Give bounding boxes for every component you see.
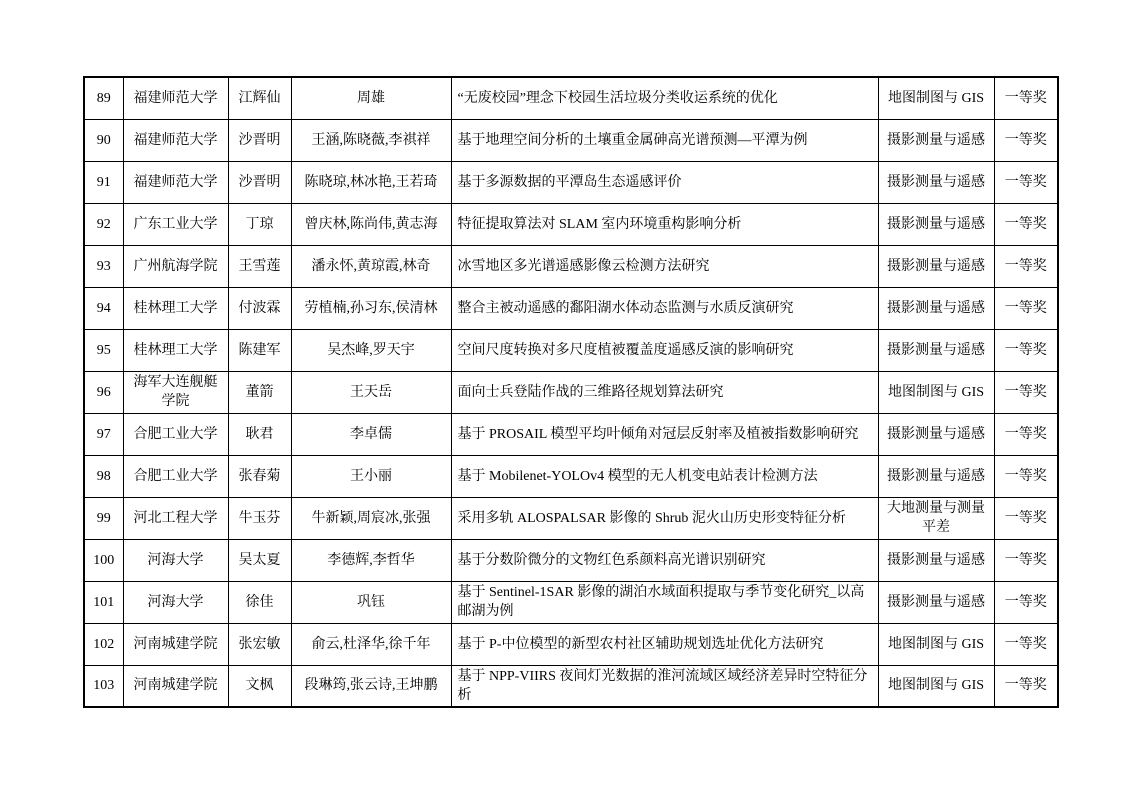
cell-advisor: 张宏敏 <box>228 623 291 665</box>
cell-advisor: 张春菊 <box>228 455 291 497</box>
cell-university: 河海大学 <box>123 581 228 623</box>
table-row <box>84 665 1058 707</box>
table-row <box>84 161 1058 203</box>
table-row <box>84 497 1058 539</box>
cell-category: 摄影测量与遥感 <box>878 119 994 161</box>
cell-no: 102 <box>84 623 123 665</box>
cell-university: 福建师范大学 <box>123 119 228 161</box>
cell-no: 93 <box>84 245 123 287</box>
cell-title: 基于 NPP-VIIRS 夜间灯光数据的淮河流域区域经济差异时空特征分析 <box>451 665 878 707</box>
cell-award: 一等奖 <box>994 665 1058 707</box>
cell-students: 王小丽 <box>291 455 451 497</box>
cell-students: 潘永怀,黄琼霞,林奇 <box>291 245 451 287</box>
cell-category: 摄影测量与遥感 <box>878 329 994 371</box>
cell-no: 90 <box>84 119 123 161</box>
cell-advisor: 江辉仙 <box>228 77 291 119</box>
cell-advisor: 文枫 <box>228 665 291 707</box>
cell-advisor: 付波霖 <box>228 287 291 329</box>
cell-students: 巩钰 <box>291 581 451 623</box>
cell-no: 103 <box>84 665 123 707</box>
cell-category: 摄影测量与遥感 <box>878 455 994 497</box>
cell-award: 一等奖 <box>994 497 1058 539</box>
cell-no: 96 <box>84 371 123 413</box>
cell-no: 92 <box>84 203 123 245</box>
cell-award: 一等奖 <box>994 371 1058 413</box>
cell-students: 牛新颖,周宸冰,张强 <box>291 497 451 539</box>
table-row <box>84 203 1058 245</box>
cell-category: 大地测量与测量平差 <box>878 497 994 539</box>
cell-advisor: 耿君 <box>228 413 291 455</box>
cell-title: 基于 P-中位模型的新型农村社区辅助规划选址优化方法研究 <box>451 623 878 665</box>
cell-advisor: 王雪莲 <box>228 245 291 287</box>
cell-students: 周雄 <box>291 77 451 119</box>
cell-award: 一等奖 <box>994 203 1058 245</box>
cell-no: 98 <box>84 455 123 497</box>
cell-title: 冰雪地区多光谱遥感影像云检测方法研究 <box>451 245 878 287</box>
cell-title: 空间尺度转换对多尺度植被覆盖度遥感反演的影响研究 <box>451 329 878 371</box>
cell-award: 一等奖 <box>994 539 1058 581</box>
table-row <box>84 371 1058 413</box>
cell-no: 100 <box>84 539 123 581</box>
cell-award: 一等奖 <box>994 329 1058 371</box>
cell-title: 基于分数阶微分的文物红色系颜料高光谱识别研究 <box>451 539 878 581</box>
cell-title: 面向士兵登陆作战的三维路径规划算法研究 <box>451 371 878 413</box>
awards-table <box>83 76 1059 708</box>
cell-students: 吴杰峰,罗天宇 <box>291 329 451 371</box>
cell-university: 广州航海学院 <box>123 245 228 287</box>
cell-students: 李德辉,李哲华 <box>291 539 451 581</box>
awards-table-body <box>84 77 1058 707</box>
cell-students: 曾庆林,陈尚伟,黄志海 <box>291 203 451 245</box>
table-row <box>84 287 1058 329</box>
cell-award: 一等奖 <box>994 161 1058 203</box>
cell-category: 地图制图与 GIS <box>878 77 994 119</box>
table-row <box>84 119 1058 161</box>
cell-no: 89 <box>84 77 123 119</box>
cell-award: 一等奖 <box>994 119 1058 161</box>
table-row <box>84 455 1058 497</box>
cell-category: 摄影测量与遥感 <box>878 413 994 455</box>
cell-university: 桂林理工大学 <box>123 287 228 329</box>
cell-no: 95 <box>84 329 123 371</box>
cell-title: 采用多轨 ALOSPALSAR 影像的 Shrub 泥火山历史形变特征分析 <box>451 497 878 539</box>
table-row <box>84 413 1058 455</box>
cell-advisor: 陈建军 <box>228 329 291 371</box>
cell-title: 基于 Sentinel-1SAR 影像的湖泊水域面积提取与季节变化研究_以高邮湖为例 <box>451 581 878 623</box>
cell-university: 河南城建学院 <box>123 665 228 707</box>
cell-university: 河北工程大学 <box>123 497 228 539</box>
cell-no: 101 <box>84 581 123 623</box>
cell-title: 整合主被动遥感的鄱阳湖水体动态监测与水质反演研究 <box>451 287 878 329</box>
cell-university: 河海大学 <box>123 539 228 581</box>
cell-advisor: 沙晋明 <box>228 161 291 203</box>
cell-students: 劳植楠,孙习东,侯清林 <box>291 287 451 329</box>
table-row <box>84 77 1058 119</box>
cell-students: 王天岳 <box>291 371 451 413</box>
cell-no: 94 <box>84 287 123 329</box>
cell-no: 99 <box>84 497 123 539</box>
cell-title: 基于 Mobilenet-YOLOv4 模型的无人机变电站表计检测方法 <box>451 455 878 497</box>
cell-category: 摄影测量与遥感 <box>878 245 994 287</box>
cell-award: 一等奖 <box>994 623 1058 665</box>
cell-students: 陈晓琼,林冰艳,王若琦 <box>291 161 451 203</box>
cell-category: 地图制图与 GIS <box>878 665 994 707</box>
cell-category: 摄影测量与遥感 <box>878 581 994 623</box>
cell-category: 摄影测量与遥感 <box>878 287 994 329</box>
cell-students: 李卓儒 <box>291 413 451 455</box>
cell-title: 基于地理空间分析的土壤重金属砷高光谱预测—平潭为例 <box>451 119 878 161</box>
cell-award: 一等奖 <box>994 413 1058 455</box>
cell-category: 地图制图与 GIS <box>878 371 994 413</box>
cell-advisor: 牛玉芬 <box>228 497 291 539</box>
table-row <box>84 581 1058 623</box>
cell-university: 合肥工业大学 <box>123 413 228 455</box>
cell-university: 广东工业大学 <box>123 203 228 245</box>
cell-title: 特征提取算法对 SLAM 室内环境重构影响分析 <box>451 203 878 245</box>
table-row <box>84 623 1058 665</box>
cell-award: 一等奖 <box>994 455 1058 497</box>
cell-advisor: 董箭 <box>228 371 291 413</box>
cell-category: 摄影测量与遥感 <box>878 539 994 581</box>
cell-university: 河南城建学院 <box>123 623 228 665</box>
table-row <box>84 539 1058 581</box>
cell-university: 海军大连舰艇学院 <box>123 371 228 413</box>
cell-award: 一等奖 <box>994 581 1058 623</box>
cell-advisor: 丁琼 <box>228 203 291 245</box>
cell-university: 福建师范大学 <box>123 77 228 119</box>
cell-no: 97 <box>84 413 123 455</box>
table-row <box>84 329 1058 371</box>
cell-advisor: 沙晋明 <box>228 119 291 161</box>
cell-no: 91 <box>84 161 123 203</box>
cell-students: 王涵,陈晓薇,李祺祥 <box>291 119 451 161</box>
cell-award: 一等奖 <box>994 245 1058 287</box>
cell-advisor: 吴太夏 <box>228 539 291 581</box>
cell-students: 俞云,杜泽华,徐千年 <box>291 623 451 665</box>
cell-students: 段琳筠,张云诗,王坤鹏 <box>291 665 451 707</box>
cell-award: 一等奖 <box>994 77 1058 119</box>
cell-university: 合肥工业大学 <box>123 455 228 497</box>
cell-university: 福建师范大学 <box>123 161 228 203</box>
cell-title: “无废校园”理念下校园生活垃圾分类收运系统的优化 <box>451 77 878 119</box>
cell-university: 桂林理工大学 <box>123 329 228 371</box>
table-row <box>84 245 1058 287</box>
cell-title: 基于 PROSAIL 模型平均叶倾角对冠层反射率及植被指数影响研究 <box>451 413 878 455</box>
cell-category: 地图制图与 GIS <box>878 623 994 665</box>
cell-category: 摄影测量与遥感 <box>878 161 994 203</box>
cell-category: 摄影测量与遥感 <box>878 203 994 245</box>
cell-title: 基于多源数据的平潭岛生态遥感评价 <box>451 161 878 203</box>
cell-advisor: 徐佳 <box>228 581 291 623</box>
cell-award: 一等奖 <box>994 287 1058 329</box>
